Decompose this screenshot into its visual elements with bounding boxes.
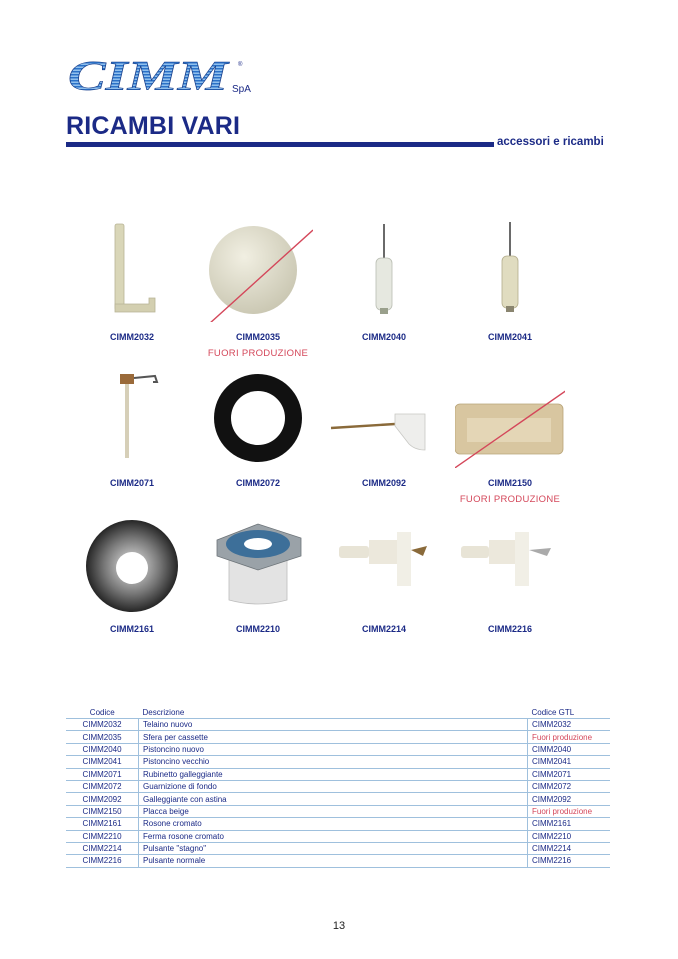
product-code: CIMM2150 xyxy=(487,478,532,488)
cell-gtl-code: CIMM2032 xyxy=(528,719,611,731)
normal-button-image xyxy=(455,514,565,614)
table-row xyxy=(66,793,610,805)
cell-code: CIMM2041 xyxy=(66,756,139,768)
cell-gtl-code: CIMM2161 xyxy=(528,818,611,830)
table-row xyxy=(66,818,610,830)
discontinued-label: FUORI PRODUZIONE xyxy=(207,348,309,359)
logo-suffix: SpA xyxy=(232,84,251,95)
cell-gtl-code: Fuori produzione xyxy=(528,805,611,817)
frame-part-image xyxy=(77,222,187,322)
cell-description: Galleggiante con astina xyxy=(139,793,528,805)
cell-gtl-code: CIMM2071 xyxy=(528,768,611,780)
page-number: 13 xyxy=(332,920,346,932)
column-header: Codice xyxy=(89,708,115,717)
page-subtitle: accessori e ricambi xyxy=(497,136,604,148)
cell-code: CIMM2092 xyxy=(66,793,139,805)
cell-gtl-code: Fuori produzione xyxy=(528,731,611,743)
cell-description: Placca beige xyxy=(139,805,528,817)
product-card xyxy=(77,514,187,634)
product-card xyxy=(455,368,565,505)
column-header: Codice GTL xyxy=(531,708,575,717)
cell-description: Rosone cromato xyxy=(139,818,528,830)
column-header: Descrizione xyxy=(142,708,185,717)
float-rod-image xyxy=(329,368,439,468)
chrome-rosette-image xyxy=(77,514,187,614)
cell-code: CIMM2214 xyxy=(66,842,139,854)
cell-description: Sfera per cassette xyxy=(139,731,528,743)
registered-icon: ® xyxy=(238,62,243,68)
cell-description: Telaino nuovo xyxy=(139,719,528,731)
product-card xyxy=(203,368,313,488)
cell-code: CIMM2072 xyxy=(66,780,139,792)
product-code: CIMM2072 xyxy=(235,478,280,488)
table-header-row xyxy=(66,707,610,719)
cell-description: Guarnizione di fondo xyxy=(139,780,528,792)
product-card xyxy=(455,222,565,342)
cell-code: CIMM2071 xyxy=(66,768,139,780)
product-code: CIMM2161 xyxy=(109,624,154,634)
table-row xyxy=(66,805,610,817)
discontinued-label: FUORI PRODUZIONE xyxy=(459,494,561,505)
cell-code: CIMM2150 xyxy=(66,805,139,817)
bottom-gasket-image xyxy=(203,368,313,468)
table-row xyxy=(66,855,610,867)
product-card xyxy=(329,222,439,342)
product-code: CIMM2041 xyxy=(487,332,532,342)
cell-gtl-code: CIMM2040 xyxy=(528,743,611,755)
cell-code: CIMM2040 xyxy=(66,743,139,755)
cell-description: Pistoncino nuovo xyxy=(139,743,528,755)
product-code: CIMM2214 xyxy=(361,624,406,634)
cell-code: CIMM2161 xyxy=(66,818,139,830)
product-card xyxy=(329,368,439,488)
cell-description: Pulsante normale xyxy=(139,855,528,867)
product-card xyxy=(329,514,439,634)
table-row xyxy=(66,768,610,780)
cell-gtl-code: CIMM2092 xyxy=(528,793,611,805)
cell-description: Pistoncino vecchio xyxy=(139,756,528,768)
small-piston-image xyxy=(329,222,439,322)
table-row xyxy=(66,719,610,731)
cell-code: CIMM2210 xyxy=(66,830,139,842)
table-row xyxy=(66,830,610,842)
cimm-logo xyxy=(68,56,258,96)
product-code: CIMM2216 xyxy=(487,624,532,634)
product-code: CIMM2071 xyxy=(109,478,154,488)
sealed-button-image xyxy=(329,514,439,614)
cell-description: Rubinetto galleggiante xyxy=(139,768,528,780)
product-code: CIMM2035 xyxy=(235,332,280,342)
table-row xyxy=(66,780,610,792)
cell-code: CIMM2035 xyxy=(66,731,139,743)
cell-code: CIMM2032 xyxy=(66,719,139,731)
cell-description: Ferma rosone cromato xyxy=(139,830,528,842)
title-rule xyxy=(66,142,494,147)
cell-code: CIMM2216 xyxy=(66,855,139,867)
product-card xyxy=(77,368,187,488)
float-valve-image xyxy=(77,368,187,468)
product-code: CIMM2210 xyxy=(235,624,280,634)
product-code: CIMM2092 xyxy=(361,478,406,488)
float-ball-image xyxy=(203,222,313,322)
page-title: RICAMBI VARI xyxy=(66,112,241,140)
cell-description: Pulsante "stagno" xyxy=(139,842,528,854)
old-piston-image xyxy=(455,222,565,322)
product-card xyxy=(203,514,313,634)
parts-table xyxy=(66,707,610,868)
cell-gtl-code: CIMM2072 xyxy=(528,780,611,792)
product-code: CIMM2032 xyxy=(109,332,154,342)
table-row xyxy=(66,743,610,755)
table-row xyxy=(66,756,610,768)
rosette-lock-image xyxy=(203,514,313,614)
cell-gtl-code: CIMM2214 xyxy=(528,842,611,854)
cell-gtl-code: CIMM2216 xyxy=(528,855,611,867)
product-card xyxy=(203,222,313,359)
product-card xyxy=(455,514,565,634)
beige-plate-image xyxy=(455,368,565,468)
cell-gtl-code: CIMM2210 xyxy=(528,830,611,842)
product-card xyxy=(77,222,187,342)
logo-wordmark: CIMM xyxy=(68,56,231,96)
table-row xyxy=(66,731,610,743)
cell-gtl-code: CIMM2041 xyxy=(528,756,611,768)
table-row xyxy=(66,842,610,854)
product-code: CIMM2040 xyxy=(361,332,406,342)
